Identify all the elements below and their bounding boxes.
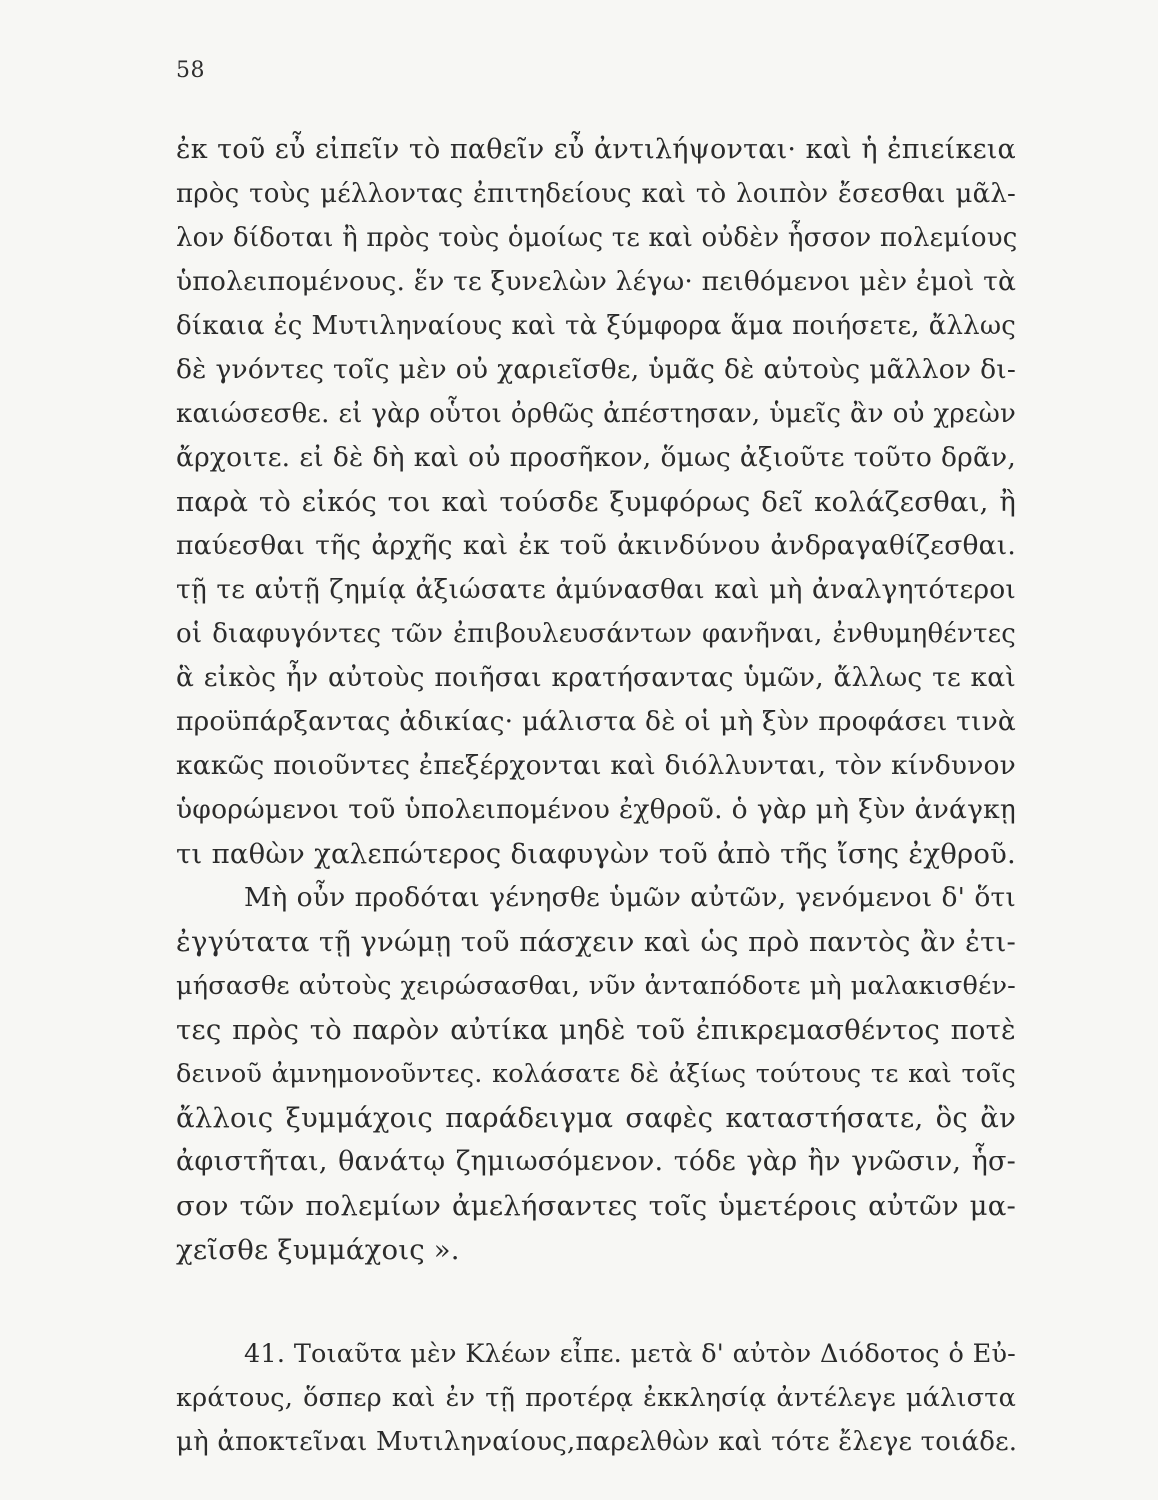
text-line: ἀφιστῆται, θανάτῳ ζημιωσόμενον. τόδε γὰρ ἢν γνῶσιν, ἧσ- (176, 1146, 1016, 1177)
text-line: πρὸς τοὺς μέλλοντας ἐπιτηδείους καὶ τὸ λοιπὸν ἔσεσθαι μᾶλ- (176, 179, 1016, 209)
text-line: ἐκ τοῦ εὖ εἰπεῖν τὸ παθεῖν εὖ ἀντιλήψονται· καὶ ἡ ἐπιείκεια (176, 134, 1016, 165)
text-line: μήσασθε αὐτοὺς χειρώσασθαι, νῦν ἀνταπόδοτε μὴ μαλακισθέν- (176, 971, 1016, 1001)
text-line: παύεσθαι τῆς ἀρχῆς καὶ ἐκ τοῦ ἀκινδύνου ἀνδραγαθίζεσθαι. (176, 530, 1016, 561)
text-line: παρὰ τὸ εἰκός τοι καὶ τούσδε ξυμφόρως δεῖ κολάζεσθαι, ἢ (176, 486, 1016, 518)
text-line: τες πρὸς τὸ παρὸν αὐτίκα μηδὲ τοῦ ἐπικρεμασθέντος ποτὲ (176, 1014, 1016, 1046)
text-line: δίκαια ἐς Μυτιληναίους καὶ τὰ ξύμφορα ἅμα ποιήσετε, ἄλλως (176, 311, 1016, 341)
text-line: προϋπάρξαντας ἀδικίας· μάλιστα δὲ οἱ μὴ ξὺν προφάσει τινὰ (176, 706, 1016, 737)
text-line: ἃ εἰκὸς ἦν αὐτοὺς ποιῆσαι κρατήσαντας ὑμῶν, ἄλλως τε καὶ (176, 662, 1016, 693)
text-line: ἄρχοιτε. εἰ δὲ δὴ καὶ οὐ προσῆκον, ὅμως ἀξιοῦτε τοῦτο δρᾶν, (176, 442, 1016, 473)
text-line: τῇ τε αὐτῇ ζημίᾳ ἀξιώσατε ἀμύνασθαι καὶ μὴ ἀναλγητότεροι (176, 574, 1016, 605)
text-line: σον τῶν πολεμίων ἀμελήσαντες τοῖς ὑμετέροις αὐτῶν μα- (176, 1190, 1016, 1222)
text-line: 41. Τοιαῦτα μὲν Κλέων εἶπε. μετὰ δ' αὐτὸν Διόδοτος ὁ Εὐ- (244, 1339, 1016, 1369)
text-line: ὑφορώμενοι τοῦ ὑπολειπομένου ἐχθροῦ. ὁ γὰρ μὴ ξὺν ἀνάγκῃ (176, 794, 1016, 825)
text-line: καιώσεσθε. εἰ γὰρ οὗτοι ὀρθῶς ἀπέστησαν, ὑμεῖς ἂν οὐ χρεὼν (176, 399, 1016, 429)
text-line: οἱ διαφυγόντες τῶν ἐπιβουλευσάντων φανῆναι, ἐνθυμηθέντες (176, 619, 1016, 649)
text-line: μὴ ἀποκτεῖναι Μυτιληναίους,παρελθὼν καὶ τότε ἔλεγε τοιάδε. (176, 1427, 1018, 1457)
page-number: 58 (176, 58, 205, 83)
text-line: τι παθὼν χαλεπώτερος διαφυγὼν τοῦ ἀπὸ τῆς ἴσης ἐχθροῦ. (176, 838, 1016, 870)
text-line: ὑπολειπομένους. ἕν τε ξυνελὼν λέγω· πειθόμενοι μὲν ἐμοὶ τὰ (176, 266, 1017, 297)
text-line: κακῶς ποιοῦντες ἐπεξέρχονται καὶ διόλλυνται, τὸν κίνδυνον (176, 750, 1016, 781)
text-line: ἄλλοις ξυμμάχοις παράδειγμα σαφὲς καταστήσατε, ὃς ἂν (176, 1102, 1016, 1134)
text-line: ἐγγύτατα τῇ γνώμῃ τοῦ πάσχειν καὶ ὡς πρὸ παντὸς ἂν ἐτι- (176, 926, 1016, 958)
text-line: χεῖσθε ξυμμάχοις ». (176, 1234, 460, 1266)
text-line: δεινοῦ ἀμνημονοῦντες. κολάσατε δὲ ἀξίως τούτους τε καὶ τοῖς (176, 1059, 1016, 1089)
text-line: δὲ γνόντες τοῖς μὲν οὐ χαριεῖσθε, ὑμᾶς δὲ αὐτοὺς μᾶλλον δι- (176, 354, 1016, 385)
text-line: λον δίδοται ἢ πρὸς τοὺς ὁμοίως τε καὶ οὐδὲν ἧσσον πολεμίους (176, 223, 1018, 253)
text-line: κράτους, ὅσπερ καὶ ἐν τῇ προτέρᾳ ἐκκλησίᾳ ἀντέλεγε μάλιστα (176, 1383, 1016, 1413)
text-line: Μὴ οὖν προδόται γένησθε ὑμῶν αὐτῶν, γενόμενοι δ' ὅτι (244, 882, 1016, 913)
